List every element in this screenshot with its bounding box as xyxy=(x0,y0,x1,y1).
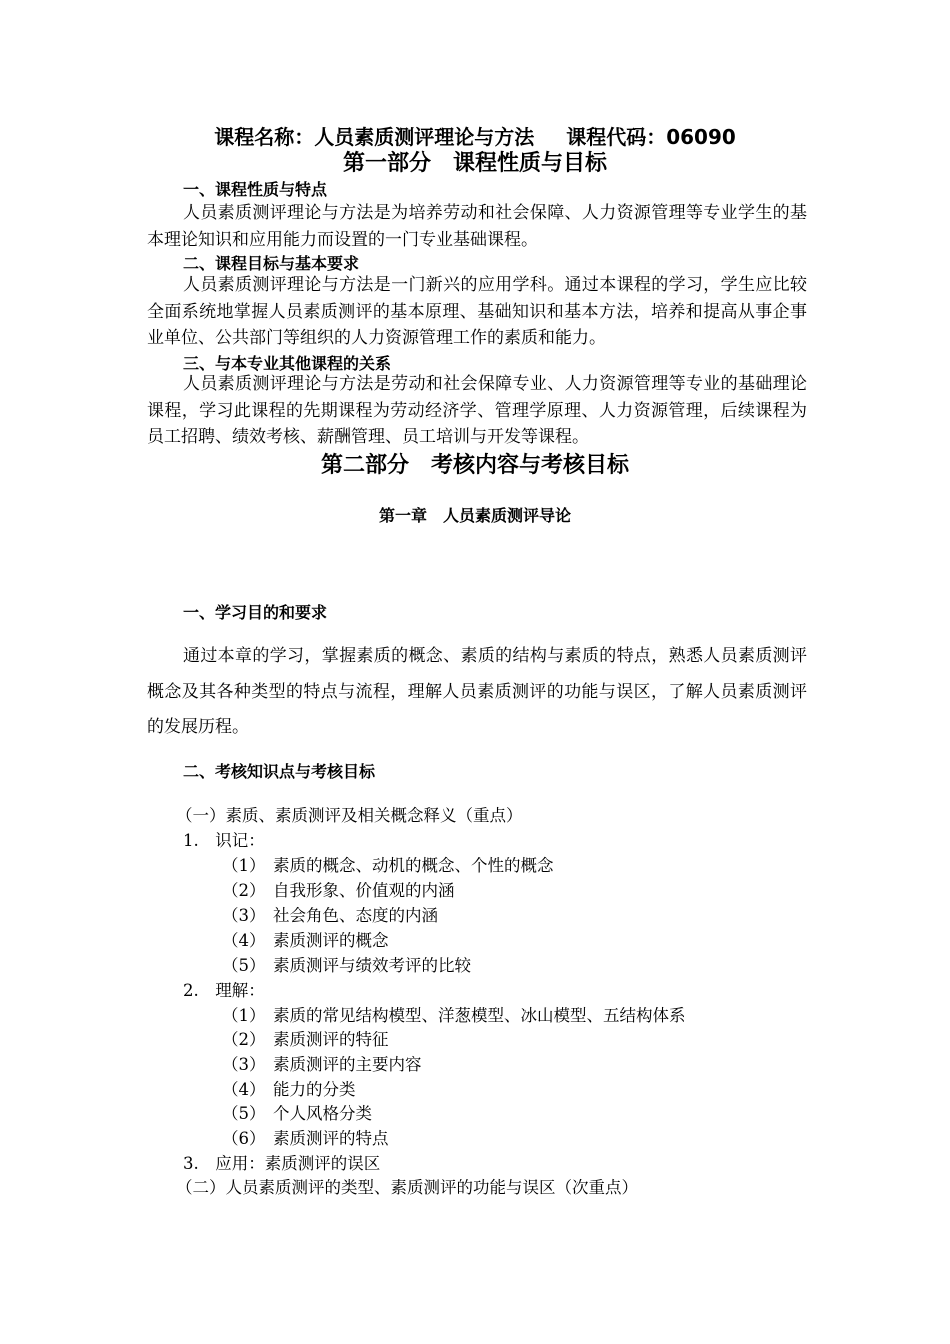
list-item: 素质的常见结构模型、洋葱模型、冰山模型、五结构体系 xyxy=(273,1006,686,1025)
section-body: 人员素质测评理论与方法是一门新兴的应用学科。通过本课程的学习，学生应比较全面系统地掌握人员素质测评的基本原理、基础知识和基本方法，培养和提高从事企事业单位、公共部门等组织的人力资源管理工作的素质和能力。 xyxy=(147,275,807,349)
memorize-label: 1. 识记： xyxy=(183,831,265,850)
list-item-number: （6） xyxy=(222,1129,266,1148)
list-item-number: （3） xyxy=(222,906,266,925)
section-body: 人员素质测评理论与方法是为培养劳动和社会保障、人力资源管理等专业学生的基本理论知识和应用能力而设置的一门专业基础课程。 xyxy=(147,203,807,250)
list-item-number: （3） xyxy=(222,1055,266,1074)
list-item: 素质测评与绩效考评的比较 xyxy=(273,956,471,975)
list-item: 素质测评的特点 xyxy=(273,1129,389,1148)
study-body: 通过本章的学习，掌握素质的概念、素质的结构与素质的特点，熟悉人员素质测评概念及其各种类型的特点与流程，理解人员素质测评的功能与误区，了解人员素质测评的发展历程。 xyxy=(147,646,807,737)
list-item: 素质测评的特征 xyxy=(273,1030,389,1049)
section-heading: 二、课程目标与基本要求 xyxy=(183,254,360,273)
list-item: 社会角色、态度的内涵 xyxy=(273,906,438,925)
part2-title: 第二部分 考核内容与考核目标 xyxy=(320,453,629,478)
section-heading: 一、课程性质与特点 xyxy=(183,180,328,199)
section-body: 人员素质测评理论与方法是劳动和社会保障专业、人力资源管理等专业的基础理论课程，学习此课程的先期课程为劳动经济学、管理学原理、人力资源管理，后续课程为员工招聘、绩效考核、薪酬管理、员工培训与开发等课程。 xyxy=(147,374,807,448)
list-item: 素质测评的概念 xyxy=(273,931,389,950)
section-heading: 三、与本专业其他课程的关系 xyxy=(183,354,392,373)
list-item-number: （4） xyxy=(222,931,266,950)
topic-heading: （一）素质、素质测评及相关概念释义（重点） xyxy=(176,806,523,825)
list-item-number: （2） xyxy=(222,881,266,900)
list-item-number: （5） xyxy=(222,956,266,975)
list-item-number: （5） xyxy=(222,1104,266,1123)
course-name: 课程名称：人员素质测评理论与方法 xyxy=(214,125,535,149)
part1-title: 第一部分 课程性质与目标 xyxy=(342,151,607,176)
list-item-number: （4） xyxy=(222,1080,266,1099)
list-item-number: （2） xyxy=(222,1030,266,1049)
exam-heading: 二、考核知识点与考核目标 xyxy=(183,762,376,781)
topic-heading: （二）人员素质测评的类型、素质测评的功能与误区（次重点） xyxy=(176,1178,638,1197)
study-heading: 一、学习目的和要求 xyxy=(183,603,328,622)
course-code: 课程代码：06090 xyxy=(566,125,736,149)
list-item: 自我形象、价值观的内涵 xyxy=(273,881,455,900)
apply-label: 3. 应用：素质测评的误区 xyxy=(183,1154,381,1173)
list-item: 素质的概念、动机的概念、个性的概念 xyxy=(273,856,554,875)
list-item: 个人风格分类 xyxy=(273,1104,372,1123)
list-item: 素质测评的主要内容 xyxy=(273,1055,422,1074)
chapter-title: 第一章 人员素质测评导论 xyxy=(378,506,571,525)
understand-label: 2. 理解： xyxy=(183,981,265,1000)
list-item-number: （1） xyxy=(222,1006,266,1025)
list-item-number: （1） xyxy=(222,856,266,875)
list-item: 能力的分类 xyxy=(273,1080,356,1099)
